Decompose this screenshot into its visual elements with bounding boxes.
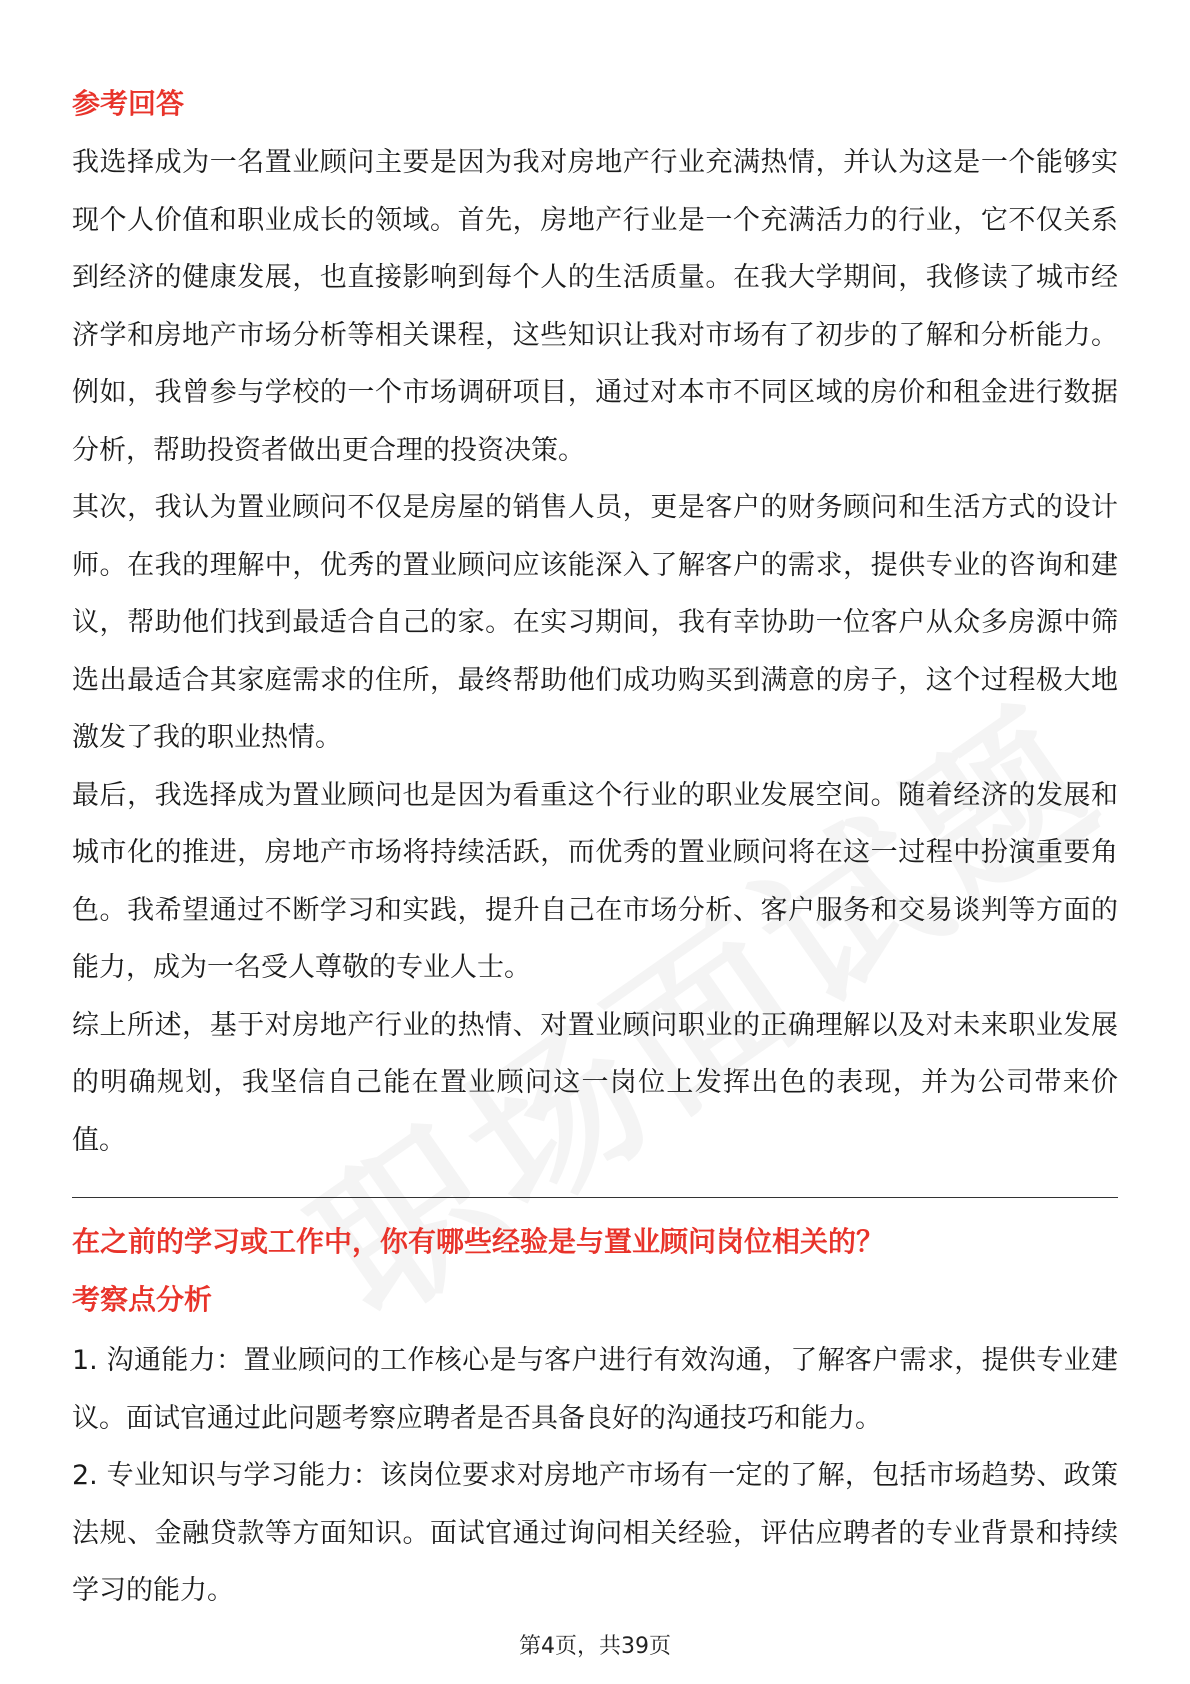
answer-paragraph: 我选择成为一名置业顾问主要是因为我对房地产行业充满热情，并认为这是一个能够实现个人价值和职业成长的领域。首先，房地产行业是一个充满活力的行业，它不仅关系到经济的健康发展，也直接影响到每个人的生活质量。在我大学期间，我修读了城市经济学和房地产市场分析等相关课程，这些知识让我对市场有了初步的了解和分析能力。例如，我曾参与学校的一个市场调研项目，通过对本市不同区域的房价和租金进行数据分析，帮助投资者做出更合理的投资决策。 [72, 147, 1118, 466]
answer-paragraph: 最后，我选择成为置业顾问也是因为看重这个行业的职业发展空间。随着经济的发展和城市化的推进，房地产市场将持续活跃，而优秀的置业顾问将在这一过程中扮演重要角色。我希望通过不断学习和实践，提升自己在市场分析、客户服务和交易谈判等方面的能力，成为一名受人尊敬的专业人士。 [72, 779, 1118, 983]
analysis-point: 1. 沟通能力：置业顾问的工作核心是与客户进行有效沟通，了解客户需求，提供专业建议。面试官通过此问题考察应聘者是否具备良好的沟通技巧和能力。 [72, 1345, 1118, 1434]
answer-heading: 参考回答 [72, 87, 185, 120]
answer-paragraph: 其次，我认为置业顾问不仅是房屋的销售人员，更是客户的财务顾问和生活方式的设计师。在我的理解中，优秀的置业顾问应该能深入了解客户的需求，提供专业的咨询和建议，帮助他们找到最适合自己的家。在实习期间，我有幸协助一位客户从众多房源中筛选出最适合其家庭需求的住所，最终帮助他们成功购买到满意的房子，这个过程极大地激发了我的职业热情。 [72, 492, 1118, 753]
page-content [72, 80, 1118, 1620]
section-divider [72, 1197, 1118, 1198]
page-number-footer: 第4页，共39页 [519, 1634, 671, 1659]
analysis-point: 2. 专业知识与学习能力：该岗位要求对房地产市场有一定的了解，包括市场趋势、政策法规、金融贷款等方面知识。面试官通过询问相关经验，评估应聘者的专业背景和持续学习的能力。 [72, 1460, 1118, 1606]
question-heading: 在之前的学习或工作中，你有哪些经验是与置业顾问岗位相关的？ [72, 1225, 885, 1258]
analysis-heading: 考察点分析 [72, 1283, 213, 1316]
answer-paragraph: 综上所述，基于对房地产行业的热情、对置业顾问职业的正确理解以及对未来职业发展的明确规划，我坚信自己能在置业顾问这一岗位上发挥出色的表现，并为公司带来价值。 [72, 1009, 1118, 1156]
